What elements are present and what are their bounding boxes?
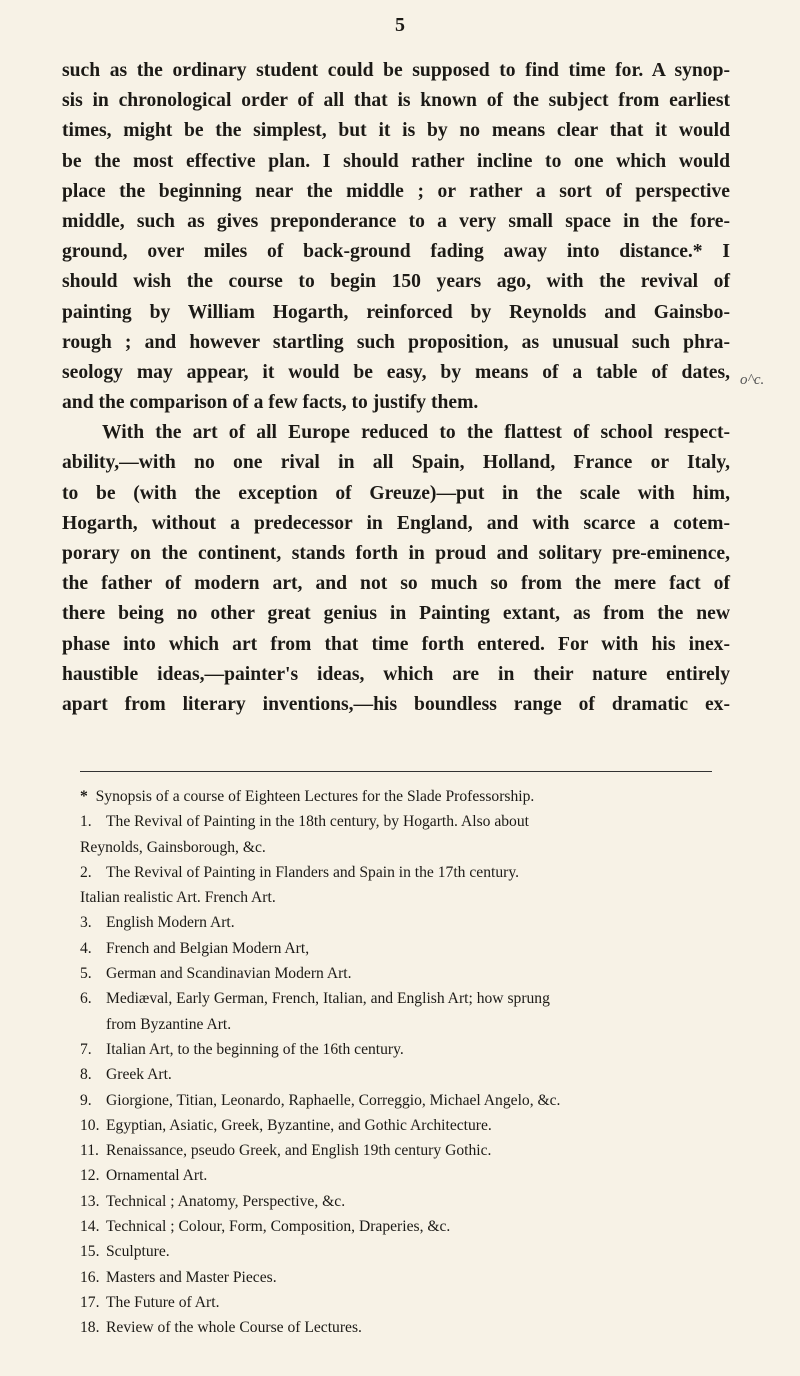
body-line: porary on the continent, stands forth in proud and solitary pre-eminence, bbox=[62, 543, 730, 564]
footnote-intro bbox=[80, 784, 730, 809]
body-line: such as the ordinary student could be supposed to find time for. A synop- bbox=[62, 60, 730, 81]
body-line: ground, over miles of back-ground fading away into distance.* I bbox=[62, 241, 730, 263]
body-line: and the comparison of a few facts, to justify them. bbox=[62, 392, 479, 414]
footnote-item-number: 9. bbox=[80, 1091, 92, 1109]
body-line: there being no other great genius in Painting extant, as from the new bbox=[62, 603, 730, 625]
body-text bbox=[62, 56, 730, 720]
footnote-item-number: 2. bbox=[80, 863, 92, 881]
footnote-item-number: 17. bbox=[80, 1293, 100, 1311]
body-line: seology may appear, it would be easy, by means of a table of dates, bbox=[62, 361, 730, 383]
footnote-list-item bbox=[80, 1088, 730, 1113]
body-line: middle, such as gives preponderance to a very small space in the fore- bbox=[62, 210, 730, 232]
body-line: the father of modern art, and not so much so from the mere fact of bbox=[62, 573, 730, 595]
footnote-item-text: Masters and Master Pieces. bbox=[106, 1268, 277, 1286]
footnote-item-number: 4. bbox=[80, 939, 92, 957]
footnote-list-item bbox=[80, 1163, 730, 1188]
footnote-item-text: Ornamental Art. bbox=[106, 1167, 208, 1185]
footnote-item-number: 14. bbox=[80, 1218, 100, 1236]
footnote-item-number: 6. bbox=[80, 990, 92, 1008]
footnote-item-text: Egyptian, Asiatic, Greek, Byzantine, and Gothic Architecture. bbox=[106, 1116, 492, 1134]
footnote-list-item bbox=[80, 986, 730, 1011]
footnote-item-text: German and Scandinavian Modern Art. bbox=[106, 965, 352, 983]
footnote-item-text: Technical ; Colour, Form, Composition, Draperies, &c. bbox=[106, 1218, 451, 1236]
body-line: With the art of all Europe reduced to the flattest of school respect- bbox=[102, 422, 730, 444]
footnote-item-number: 15. bbox=[80, 1243, 100, 1261]
body-line: haustible ideas,—painter's ideas, which are in their nature entirely bbox=[62, 663, 730, 685]
footnote-item-text: French and Belgian Modern Art, bbox=[106, 939, 310, 957]
body-line: Hogarth, without a predecessor in England, and with scarce a cotem- bbox=[62, 512, 730, 534]
footnote-list-item bbox=[80, 1062, 730, 1087]
footnote-item-text: The Revival of Painting in the 18th century, by Hogarth. Also about bbox=[106, 813, 529, 831]
footnote-item-continuation: Reynolds, Gainsborough, &c. bbox=[80, 838, 266, 856]
footnote-item-number: 13. bbox=[80, 1192, 100, 1210]
footnote-list-item bbox=[80, 1265, 730, 1290]
footnote-list-item bbox=[80, 961, 730, 986]
page-number: 5 bbox=[395, 14, 405, 36]
footnote-item-number: 16. bbox=[80, 1268, 100, 1286]
footnote-list-item bbox=[80, 809, 730, 834]
body-line: painting by William Hogarth, reinforced by Reynolds and Gainsbo- bbox=[62, 301, 730, 323]
footnote-list-item bbox=[80, 1189, 730, 1214]
footnote-item-text: Giorgione, Titian, Leonardo, Raphaelle, Correggio, Michael Angelo, &c. bbox=[106, 1091, 561, 1109]
footnote-item-text: Sculpture. bbox=[106, 1243, 170, 1261]
body-line: should wish the course to begin 150 years ago, with the revival of bbox=[62, 271, 730, 293]
footnote-item-number: 18. bbox=[80, 1319, 100, 1337]
footnote-item-wrapped-line: from Byzantine Art. bbox=[106, 1015, 232, 1033]
footnote-item-text: Mediæval, Early German, French, Italian, and English Art; how sprung bbox=[106, 990, 550, 1008]
footnote-item-number: 1. bbox=[80, 813, 92, 831]
body-line: sis in chronological order of all that is known of the subject from earliest bbox=[62, 90, 730, 112]
footnote-list bbox=[80, 809, 730, 1340]
footnote-item-number: 10. bbox=[80, 1116, 100, 1134]
body-line: to be (with the exception of Greuze)—put in the scale with him, bbox=[62, 482, 730, 504]
body-line: ability,—with no one rival in all Spain, Holland, France or Italy, bbox=[62, 452, 730, 474]
footnote-item-text: Greek Art. bbox=[106, 1066, 172, 1084]
footnote-item-text: Technical ; Anatomy, Perspective, &c. bbox=[106, 1192, 346, 1210]
footnote-item-text: Italian Art, to the beginning of the 16th century. bbox=[106, 1040, 404, 1058]
body-line: phase into which art from that time forth entered. For with his inex- bbox=[62, 633, 730, 655]
footnote-list-item bbox=[80, 860, 730, 885]
footnote-item-text: Review of the whole Course of Lectures. bbox=[106, 1319, 362, 1337]
footnote-item-text: English Modern Art. bbox=[106, 914, 235, 932]
footnote-item-text: The Future of Art. bbox=[106, 1293, 220, 1311]
body-line: rough ; and however startling such proposition, as unusual such phra- bbox=[62, 331, 730, 353]
margin-handwritten-note: o^c. bbox=[740, 372, 765, 388]
footnote-list-item bbox=[80, 1138, 730, 1163]
footnote-list-item bbox=[80, 1315, 730, 1340]
footnote-intro-text: Synopsis of a course of Eighteen Lectures for the Slade Professorship. bbox=[95, 788, 535, 805]
footnote-list-item bbox=[80, 1037, 730, 1062]
footnote-item-number: 3. bbox=[80, 914, 92, 932]
body-line: place the beginning near the middle ; or rather a sort of perspective bbox=[62, 180, 730, 202]
footnote-item-number: 8. bbox=[80, 1066, 92, 1084]
footnote-divider bbox=[80, 771, 712, 772]
footnote-item-number: 5. bbox=[80, 965, 92, 983]
body-line: apart from literary inventions,—his boundless range of dramatic ex- bbox=[62, 693, 730, 715]
footnote bbox=[80, 784, 730, 1341]
footnote-item-number: 11. bbox=[80, 1142, 99, 1160]
footnote-item-number: 7. bbox=[80, 1040, 92, 1058]
body-line: be the most effective plan. I should rather incline to one which would bbox=[62, 150, 730, 172]
footnote-list-item bbox=[80, 1214, 730, 1239]
footnote-item-number: 12. bbox=[80, 1167, 100, 1185]
body-line: times, might be the simplest, but it is by no means clear that it would bbox=[62, 120, 730, 142]
footnote-list-item bbox=[80, 1239, 730, 1264]
footnote-marker: * bbox=[80, 788, 88, 805]
footnote-item-continuation: Italian realistic Art. French Art. bbox=[80, 889, 276, 907]
footnote-item-text: The Revival of Painting in Flanders and Spain in the 17th century. bbox=[106, 863, 520, 881]
footnote-list-item bbox=[80, 1290, 730, 1315]
footnote-list-item bbox=[80, 936, 730, 961]
footnote-list-item bbox=[80, 910, 730, 935]
footnote-list-item bbox=[80, 1113, 730, 1138]
footnote-item-text: Renaissance, pseudo Greek, and English 19th century Gothic. bbox=[106, 1142, 492, 1160]
